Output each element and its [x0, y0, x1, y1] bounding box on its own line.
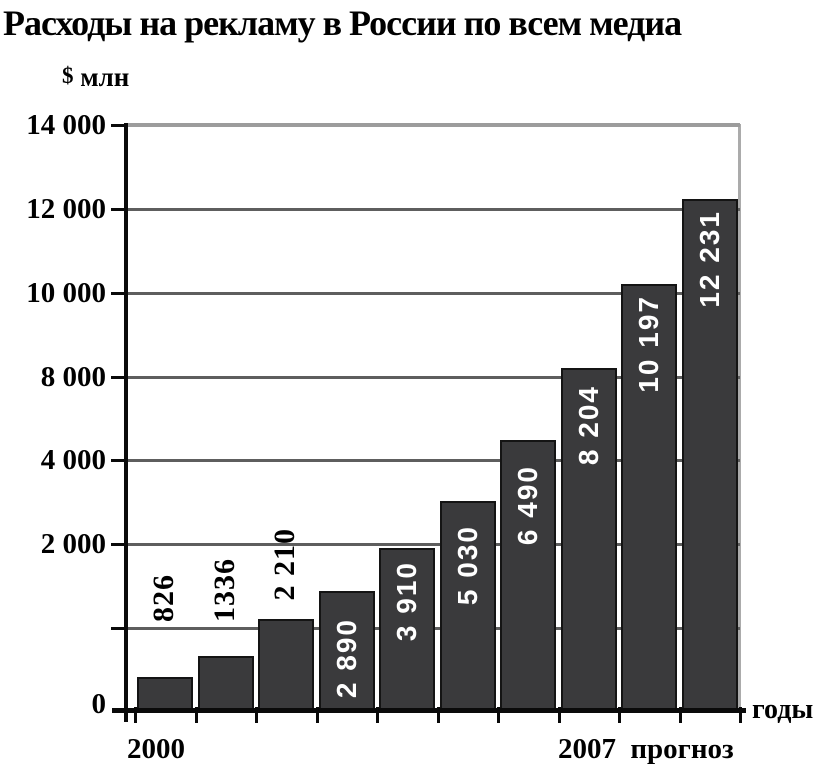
bar-value-label: 8 204 — [573, 385, 604, 466]
gridline — [128, 123, 740, 127]
x-axis-line — [112, 708, 746, 713]
y-axis-tick-label: 8 000 — [40, 361, 106, 393]
bar-value-label: 2 210 — [268, 527, 301, 600]
y-axis-tick — [111, 376, 125, 379]
x-axis-tick — [739, 707, 742, 723]
x-axis-tick — [497, 707, 500, 723]
x-axis-tick — [618, 707, 621, 723]
y-axis-tick — [111, 627, 125, 630]
y-axis-tick-label: 14 000 — [26, 109, 106, 141]
x-axis-label: 2007 — [558, 733, 616, 765]
chart-title: Расходы на рекламу в России по всем медиа — [3, 3, 682, 43]
y-axis-tick-label: 2 000 — [40, 528, 106, 560]
y-axis-unit-label: $ млн — [62, 62, 130, 92]
bar-value-label: 1336 — [208, 558, 241, 622]
y-axis-tick-label: 10 000 — [26, 277, 106, 309]
bar — [500, 440, 556, 710]
x-axis-title: годы — [752, 694, 814, 725]
x-axis-label: прогноз — [630, 733, 734, 765]
y-axis-tick-label: 0 — [91, 688, 106, 720]
x-axis-tick — [195, 707, 198, 723]
bar — [682, 199, 738, 710]
y-axis-tick-label: 12 000 — [26, 193, 106, 225]
y-axis-tick — [111, 124, 125, 127]
bar-value-label: 5 030 — [452, 525, 483, 606]
bar — [198, 656, 254, 710]
bar — [440, 501, 496, 710]
x-axis-tick — [134, 707, 137, 723]
gridline — [128, 208, 740, 211]
bar-value-label: 12 231 — [694, 210, 725, 308]
y-axis-tick-label: 4 000 — [40, 444, 106, 476]
bar — [137, 677, 193, 710]
x-axis-tick — [679, 707, 682, 723]
y-axis-tick — [111, 208, 125, 211]
bar-value-label: 3 910 — [391, 561, 422, 642]
x-axis-label: 2000 — [127, 733, 185, 765]
y-axis-line — [124, 123, 128, 722]
x-axis-tick — [255, 707, 258, 723]
bar — [621, 284, 677, 710]
bar — [561, 368, 617, 710]
bar-value-label: 826 — [147, 574, 180, 622]
x-axis-tick — [558, 707, 561, 723]
bar — [379, 548, 435, 710]
x-axis-tick — [437, 707, 440, 723]
y-axis-tick — [111, 459, 125, 462]
bar-value-label: 2 890 — [331, 618, 362, 699]
y-axis-tick — [111, 292, 125, 295]
plot-right-border — [738, 124, 741, 713]
x-axis-tick — [316, 707, 319, 723]
y-axis-tick — [111, 543, 125, 546]
bar — [258, 619, 314, 710]
bar-value-label: 6 490 — [512, 465, 543, 546]
x-axis-tick — [376, 707, 379, 723]
bar-value-label: 10 197 — [633, 295, 664, 393]
bar — [319, 591, 375, 710]
